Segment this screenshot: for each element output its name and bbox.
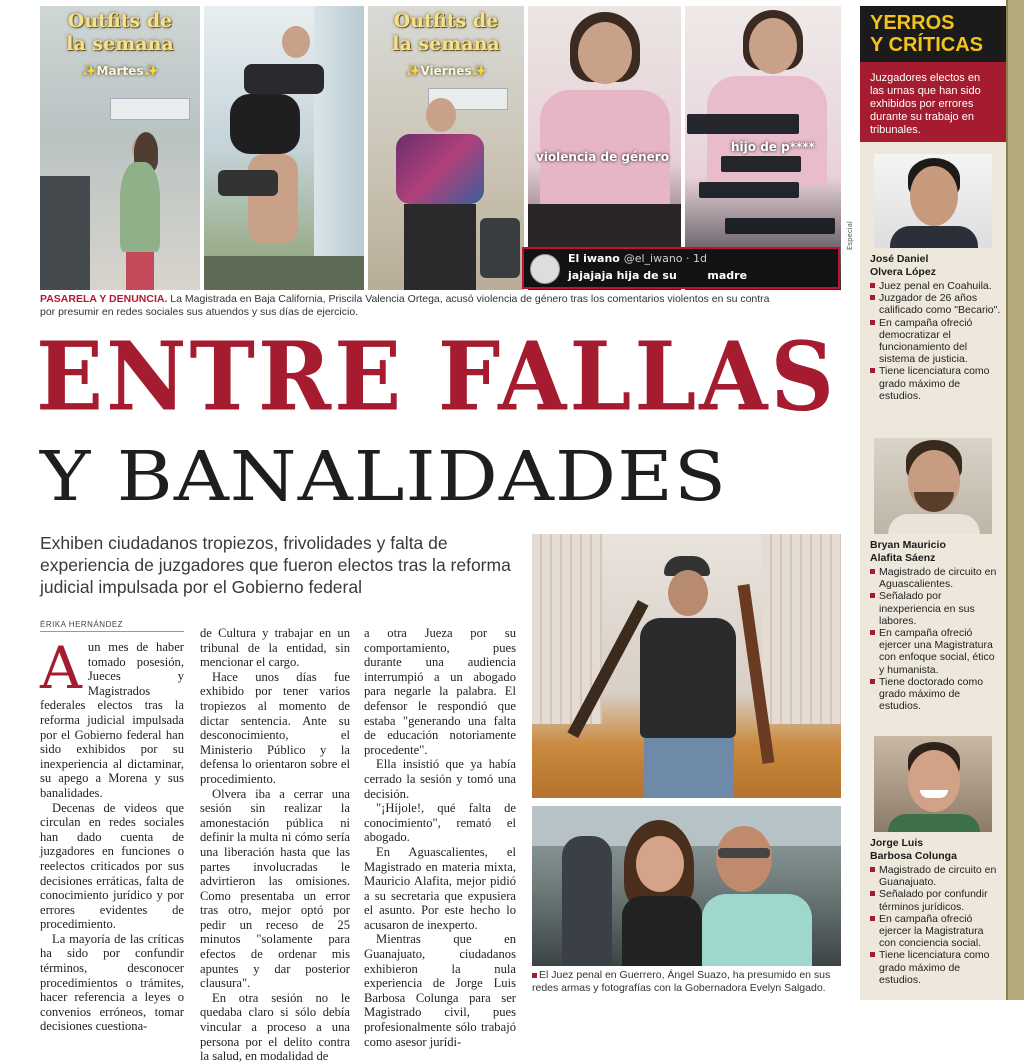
list-item: En campaña ofreció ejercer la Magistratura con conciencia social. [870, 913, 1002, 950]
judge-facts-list [870, 864, 1002, 986]
tank-top-shape [640, 618, 736, 738]
tweet-banner [522, 247, 840, 289]
photo-outfits-tuesday [40, 6, 200, 290]
list-item: Juez penal en Coahuila. [870, 280, 1002, 292]
headline-line-2: Y BANALIDADES [40, 438, 728, 517]
person-head-shape [910, 166, 958, 226]
office-chair-shape [40, 176, 90, 290]
suit-shape [890, 226, 978, 248]
comment-overlay [687, 114, 799, 134]
shorts-shape [230, 94, 300, 154]
office-chair-shape [480, 218, 520, 278]
list-item: Señalado por inexperiencia en sus labores. [870, 590, 1002, 627]
floral-blouse-shape [396, 134, 484, 204]
smile-shape [920, 790, 948, 798]
judge-name [870, 253, 1002, 278]
dress-shape [622, 896, 702, 966]
judge-name-line: Jorge Luis [870, 837, 924, 849]
dumbbell-icon [218, 170, 278, 196]
legs-shape [248, 154, 298, 244]
judge-name-line: José Daniel [870, 253, 929, 265]
comment-overlay [721, 156, 801, 172]
judge-name-line: Alafita Sáenz [870, 551, 936, 564]
paragraph: Ella insistió que ya había cerrado la sesión y tomó una decisión. [364, 757, 516, 801]
sidebar-title-line: Y CRÍTICAS [870, 34, 983, 56]
article-column-3 [364, 626, 516, 1049]
person-head-shape [636, 836, 684, 892]
list-item: En campaña ofreció ejercer una Magistratura con enfoque social, ético y humanista. [870, 627, 1002, 676]
photo-caption-bottom [532, 969, 842, 995]
sports-top-shape [244, 64, 324, 94]
judge-facts-list [870, 566, 1002, 712]
paragraph: "¡Híjole!, qué falta de conocimiento", remató el abogado. [364, 801, 516, 845]
paragraph: a otra Jueza por su comportamiento, pues durante una audiencia interrumpió a un abogado para negarle la palabra. El defensor le respondió que estaba "generando una falta de educación notoriamente procedente". [364, 626, 516, 757]
photo-caption-top [40, 293, 780, 319]
paragraph: Hace unos días fue exhibido por tener varios tropiezos al momento de dictar sentencia. Ante su desconocimiento, el Ministerio Público y la defensa lo orientaron sobre el procedimiento. [200, 669, 350, 786]
tweet-text: jajajaja hija de su madre [568, 269, 748, 282]
photo-credit: Especial [846, 221, 854, 250]
sidebar-intro: Juzgadores electos en las urnas que han sido exhibidos por errores durante su trabajo en tribunales. [860, 62, 1006, 142]
photo-judge-with-rifles [532, 534, 841, 798]
comment-overlay [699, 182, 799, 198]
shirt-shape [888, 814, 980, 832]
sidebar-title [870, 12, 983, 56]
sidebar-yerros [860, 6, 1006, 1000]
photo-judge-with-governor [532, 806, 841, 966]
tweet-handle: @el_iwano · 1d [623, 252, 707, 265]
article-dek: Exhiben ciudadanos tropiezos, frivolidades y falta de experiencia de juzgadores que fueron electos tras la reforma judicial impulsada por el Gobierno federal [40, 533, 511, 597]
photo-outfits-friday [368, 6, 524, 290]
person-head-shape [749, 18, 797, 74]
paragraph: de Cultura y trabajar en un tribunal de la entidad, sin mencionar el cargo. [200, 626, 350, 670]
paragraph: En otra sesión no le quedaba claro si sólo debía vincular a proceso a una persona por el delito contra la salud, en modalidad de [200, 990, 350, 1064]
floor-shape [204, 256, 364, 290]
overlay-text: hijo de p**** [731, 140, 815, 154]
outfits-title: Outfits de la semana [392, 10, 500, 55]
sidebar-title-box [860, 6, 1006, 62]
outfits-title: Outfits de la semana [66, 10, 174, 55]
window-shape [314, 6, 364, 290]
shirt-shape [888, 514, 980, 534]
paragraph: Olvera iba a cerrar una sesión sin realizar la amonestación pública ni definir la multa ni cómo sería una liberación hasta que las partes involucradas le advirtieron las omisiones. Como presentaba un error tras otro, mejor optó por pedir un receso de 25 minutos "solamente para efectos de ordenar mis apuntes y dar posterior clausura". [200, 786, 350, 991]
shirt-shape [702, 894, 812, 966]
caption-lead: PASARELA Y DENUNCIA. [40, 293, 168, 305]
portrait-olvera [874, 154, 992, 248]
article-column-1 [40, 634, 184, 1034]
black-pants-shape [404, 204, 476, 290]
judge-name-line: Bryan Mauricio [870, 539, 946, 551]
drop-cap: A [40, 634, 82, 702]
overlay-text: violencia de género [536, 150, 669, 164]
caption-text: El Juez penal en Guerrero, Ángel Suazo, ha presumido en sus redes armas y fotografías con la Gobernadora Evelyn Salgado. [532, 969, 831, 994]
beard-shape [914, 492, 954, 512]
judge-name-line: Barbosa Colunga [870, 849, 957, 862]
judge-name [870, 539, 1002, 564]
portrait-alafita [874, 438, 992, 534]
headline-line-1: ENTRE FALLAS [36, 319, 838, 433]
list-item: Tiene licenciatura como grado máximo de estudios. [870, 949, 1002, 986]
floral-pants-shape [126, 252, 154, 290]
list-item: Magistrado de circuito en Guanajuato. [870, 864, 1002, 888]
paragraph: Decenas de videos que circulan en redes sociales han dado cuenta de juzgadores en funciones o reelectos criticados por sus decisiones erráticas, falta de conocimiento jurídico y por errores evidentes de procedimiento. [40, 800, 184, 932]
person-head-shape [282, 26, 310, 58]
judge-facts-list [870, 280, 1002, 402]
caption-bullet-icon [532, 973, 537, 978]
list-item: En campaña ofreció democratizar el funcionamiento del sistema de justicia. [870, 317, 1002, 366]
outfits-day-label: ✨Martes✨ [81, 64, 159, 78]
bystander-shape [562, 836, 612, 966]
portrait-barbosa [874, 736, 992, 832]
person-head-shape [426, 98, 456, 132]
comment-overlay [725, 218, 835, 234]
jeans-shape [644, 738, 734, 798]
page-edge [1008, 0, 1024, 1000]
list-item: Juzgador de 26 años calificado como "Becario". [870, 292, 1002, 316]
person-head-shape [578, 22, 632, 84]
curtain-shape [762, 534, 841, 724]
tweet-username: El iwano [568, 252, 620, 265]
avatar [530, 254, 560, 284]
article-column-2 [200, 626, 350, 1064]
list-item: Tiene licenciatura como grado máximo de estudios. [870, 365, 1002, 402]
paragraph: La mayoría de las críticas ha sido por confundir términos, desconocer procedimientos o trámites, hacer referencia a leyes o convenios erróneos, tomar decisiones cuestiona- [40, 931, 184, 1034]
byline: ÉRIKA HERNÁNDEZ [40, 620, 184, 632]
outfits-day-label: ✨Viernes✨ [405, 64, 487, 78]
person-head-shape [908, 750, 960, 812]
green-blazer-shape [120, 162, 160, 252]
judge-name-line: Olvera López [870, 265, 936, 278]
paragraph: En Aguascalientes, el Magistrado en materia mixta, Mauricio Alafita, mejor pidió a su secretaria que expusiera el asunto. Por este hecho lo acusaron de inexperto. [364, 844, 516, 932]
list-item: Magistrado de circuito en Aguascalientes. [870, 566, 1002, 590]
caption-text: La Magistrada en Baja California, Priscila Valencia Ortega, acusó violencia de género tras los comentarios violentos en su contra por presumir en redes sociales sus atuendos y sus días de ejercicio. [40, 293, 770, 318]
sidebar-title-line: YERROS [870, 12, 955, 34]
air-conditioner-shape [110, 98, 190, 120]
person-head-shape [716, 826, 772, 892]
judge-name [870, 837, 1002, 862]
person-head-shape [668, 570, 708, 616]
paragraph: Mientras que en Guanajuato, ciudadanos exhibieron la nula experiencia de Jorge Luis Barbosa Colunga para ser Magistrado civil, pues profesionalmente sólo trabajó como asesor jurídi- [364, 932, 516, 1049]
list-item: Tiene doctorado como grado máximo de estudios. [870, 676, 1002, 713]
list-item: Señalado por confundir términos jurídicos. [870, 888, 1002, 912]
glasses-shape [718, 848, 770, 858]
paragraph: un mes de haber tomado posesión, Jueces y Magistrados federales electos tras la reforma judicial impulsada por el Gobierno federal han sido exhibidos por su inexperiencia al dictaminar, su apego a Morena y sus banalidades. [40, 640, 184, 800]
photo-workout [204, 6, 364, 290]
